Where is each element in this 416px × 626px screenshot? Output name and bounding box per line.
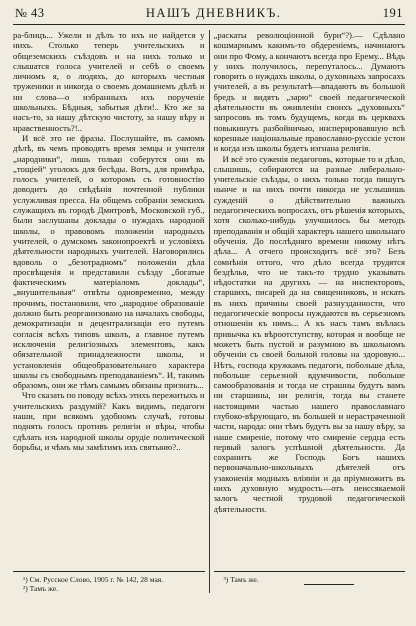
left-column-text (13, 30, 205, 566)
paragraph: ра-блицъ... Ужели и дѣлъ то ихъ не найдется у нихъ. Столько теперь учительскихъ и общеземскихъ съѣздовъ и на нихъ только и слышатся голоса учителей и себѣ о своемъ личномъ я, о людяхъ, до которыхъ честныя труженики и никогда о своемъ домашнемъ дѣлѣ и ни слова—о избранныхъ ихъ порученіе школьныхъ. Бѣдныя, забытыя дѣти!.. Кто же за насъ-то, за нашу дѣтскую чистоту, за нашу вѣру и нравственность?!.. (13, 30, 205, 133)
paragraph: И всё это суженія педагоговъ, которые то и дѣло, слышишь, собираются на разные либерально-учительскіе съѣзды, о нихъ только тогда пишутъ нынче и на нихъ почти никогда не услышишь сужденій о дѣйствительно важныхъ педагогическихъ вопросахъ, отъ рѣшенія которыхъ, хотя сколько-нибудь улучшилось бы методъ преподаванія и общій характеръ нашего школьнаго обученія. До послѣдняго времени никому нѣтъ дѣла... А отчего происходитъ всё это? Безъ сомнѣнія оттого, что дѣло всегда трудятся бездѣлья, что не такъ-то трудно указывать нѣдостатки на другихъ — на инспекторовъ, старшихъ, писарей да на священниковъ, и искать въ нихъ причины своей разнузданности, что педагогическіе вопросы нуждаются въ серьезномъ отношеніи къ нимъ... А къ насъ тамъ въѣлась привычка къ вѣроотступству, которая и вообще не можетъ быть пустой и разумною въ школьномъ обученіи съ своей больной головы на здоровую... Нѣтъ, господа кружкамъ педагоги, побольше дѣла, побольше серьезной вдумчивости, побольше самообразованія и тогда не страшны будутъ вамъ ни старшины, ни религія, тогда вы станете настоящими частью нашего православнаго глубоко-вѣрующаго, въ большей и нерастраченной части, народа: они тѣмъ будутъ вы за нашу вѣру, за наше смиреніе, потому что смиреніе сердца есть первый залогъ успѣшной дѣятельности. Да сохранитъ же Господь Богъ нашихъ первоначально-школьныхъ дѣятелей отъ узаконенія модныхъ вліяніи и да пріумножитъ въ нихъ духовную мудрость—отъ неиссякаемой залогъ честной трудовой педагогической дѣятельности. (213, 153, 405, 514)
left-column (13, 30, 205, 593)
running-title: НАШЪ ДНЕВНИКЪ. (145, 6, 282, 20)
page-number: 191 (382, 6, 403, 20)
issue-number: № 43 (15, 6, 45, 20)
footer-rule (304, 584, 354, 585)
page-header (13, 6, 405, 25)
paragraph: Что сказать по поводу всѣхъ этихъ пережитыхъ и учительскихъ раздумій? Какъ видимъ, педагоги наши, при всякомъ удобномъ случаѣ, готовы поднять голосъ противъ религіи и вѣры, чтобы сдѣлать изъ народной школы орудіе политической борьбы, и чѣмъ мы замѣтимъ ихъ святыню?.. (13, 390, 205, 452)
footnote: ³) Тамъ же. (223, 575, 259, 584)
right-footnotes (214, 571, 406, 584)
text-columns (13, 30, 405, 593)
paragraph: И всё это не фразы. Послушайте, въ самомъ дѣлѣ, въ чемъ проводятъ время земцы и учителя „народники“, лишь только соберутся они въ „тощіей“ уголокъ для бесѣды. Вотъ, для примѣра, голосъ учителей, о которомъ съ готовностію доводитъ до свѣдѣнія почтенной публики услужливая пресса. На общемъ собраніи земскихъ служащихъ въ городѣ Дмитровѣ, Московской губ., были заслушаны доклады о нуждахъ народной школы, о правовомъ положеніи народныхъ учителей, о думскомъ законопроектѣ и условіяхъ дѣятельности народныхъ учителей. Наговорились вдоволь о „безотрадномъ“ положеніи дѣла просвѣщенія и представили съѣзду „богатые фактическимъ матеріаломъ доклады“, „внушительныя“ отвѣты одновременно, между прочимъ, постановили, что „народное образованіе должно быть реорганизовано на началахъ свободы, демократизаціи и децентрализаціи его путемъ согласія всѣхъ типовъ школъ, а главное путемъ исключенія религіозныхъ элементовъ, какъ обязательной принадлежности школы, и установленія общеобразовательнаго характера школы съ свободнымъ преподаваніемъ“. И, такимъ образомъ, они же тѣмъ самымъ обязаны признать... (13, 132, 205, 391)
paragraph: „раскаты революціонной бури“?).— Сдѣлано кошмарнымъ какимъ-то обдереніемъ, начинаютъ они про Фому, а кончаютъ всегда про Ерему... Вѣдь у нихъ получилось, перепуталось... Думаютъ говорить о нуждахъ школы, о духовныхъ запросахъ учителей, а въ результатѣ—впадаютъ въ большой бредъ и видятъ „зарю“ своей педагогической дѣятельности въ оживленіи своихъ „духовныхъ“ запросовъ въ томъ будущемъ, когда въ церквахъ повыкинутъ разбойничью, инсперировавшую всѣ коренные національные православно-русскіе устои и когда изъ школы будетъ изгнана религія. (213, 30, 405, 154)
left-footnotes (13, 571, 205, 593)
right-column-text (214, 30, 406, 566)
footnote: ¹) См. Русское Слово, 1905 г. № 142, 28 мая. (23, 575, 164, 584)
right-column (214, 30, 406, 593)
footnote: ²) Тамъ же. (23, 584, 59, 593)
